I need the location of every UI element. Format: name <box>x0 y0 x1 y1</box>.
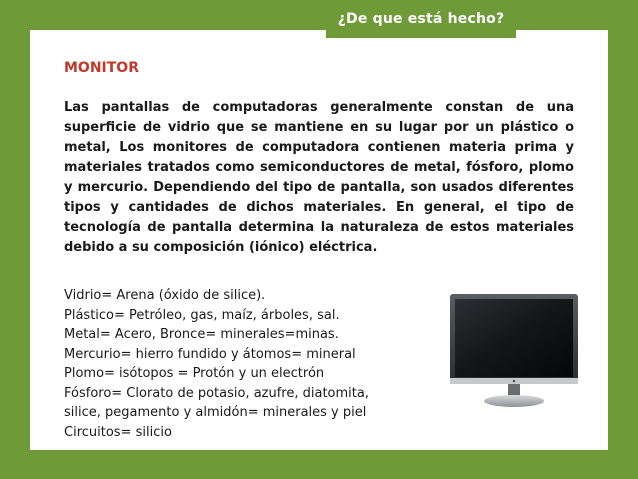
list-item: Vidrio= Arena (óxido de silice). <box>64 288 266 303</box>
description-paragraph: Las pantallas de computadoras generalmente constan de una superficie de vidrio que se mantiene en su lugar por un plástico o metal, Los monitores de computadora contienen materia prima y materiales tratados como semiconductores de metal, fósforo, plomo y mercurio. Dependiendo del tipo de pantalla, son usados diferentes tipos y cantidades de dichos materiales. En general, el tipo de tecnología de pantalla determina la naturaleza de estos materiales debido a su composición (iónico) eléctrica. <box>64 100 574 255</box>
list-item: Mercurio= hierro fundido y átomos= mineral <box>64 346 356 362</box>
list-item: Plástico= Petróleo, gas, maíz, árboles, sal. <box>64 307 340 323</box>
list-item: Fósforo= Clorato de potasio, azufre, diatomita, <box>64 385 369 401</box>
list-item: silice, pegamento y almidón= minerales y piel <box>64 405 367 420</box>
materials-list <box>64 286 434 442</box>
list-item: Circuitos= silicio <box>64 424 172 440</box>
slide-title: ¿De que está hecho? <box>326 0 516 38</box>
section-heading: MONITOR <box>64 60 139 76</box>
monitor-picture-icon <box>446 292 582 410</box>
list-item: Metal= Acero, Bronce= minerales=minas. <box>64 327 339 342</box>
list-item: Plomo= isótopos = Protón y un electrón <box>64 366 325 381</box>
